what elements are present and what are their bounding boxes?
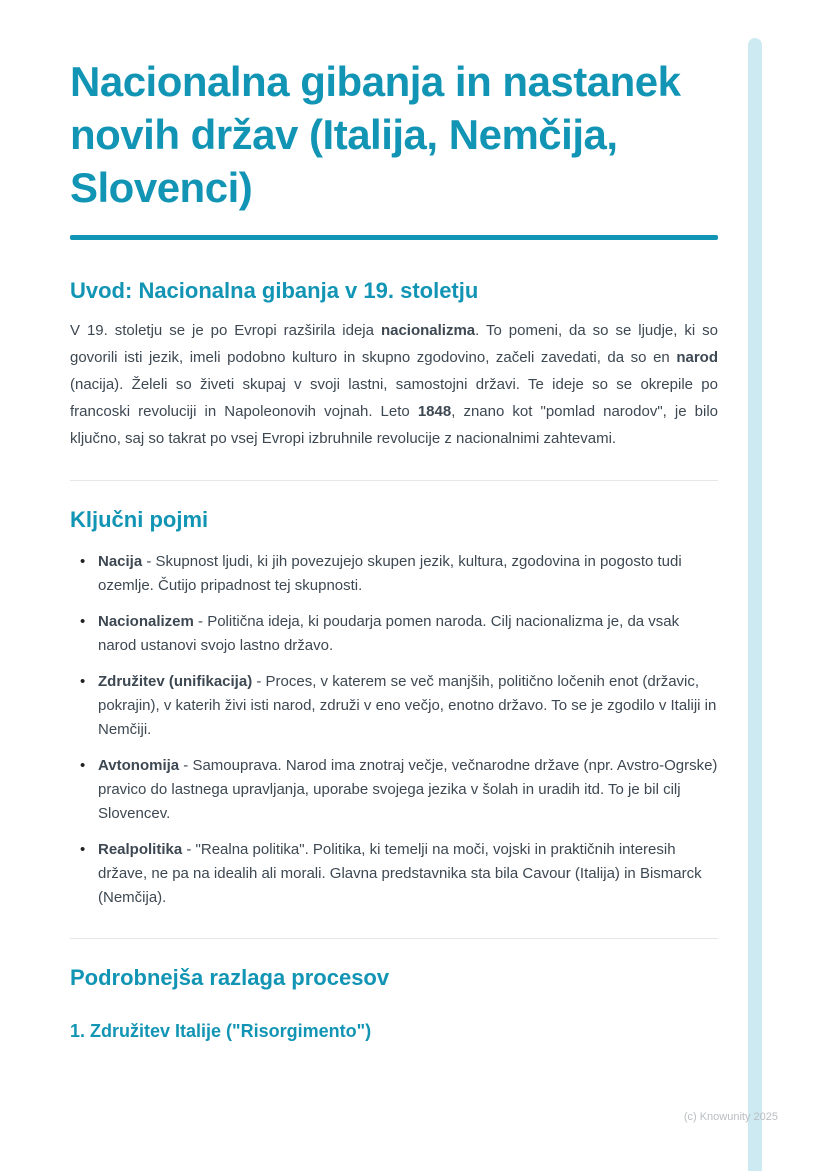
subsection-heading-zdruzitev-italije: 1. Združitev Italije ("Risorgimento") [70, 1020, 372, 1041]
list-item: • Združitev (unifikacija) - Proces, v katerem se več manjših, politično ločenih enot (državic, pokrajin), v katerih živi isti narod, združi v eno večjo, enotno državo. To se je zgodilo v Italiji in Nemčiji. [80, 670, 718, 742]
document-page [70, 0, 718, 1042]
section-divider [70, 480, 718, 481]
list-item: • Nacionalizem - Politična ideja, ki poudarja pomen naroda. Cilj nacionalizma je, da vsak narod ustanovi svojo lastno državo. [80, 610, 718, 658]
intro-paragraph: V 19. stoletju se je po Evropi razširila ideja nacionalizma. To pomeni, da so se ljudje, ki so govorili isti jezik, imeli podobno kulturo in skupno zgodovino, začeli zavedati, da so en narod (nacija). Želeli so živeti skupaj v svoji lastni, samostojni državi. Te ideje so se okrepile po francoski revoluciji in Napoleonovih vojnah. Leto 1848, znano kot "pomlad narodov", je bilo ključno, saj so takrat po vsej Evropi izbruhnile revolucije z nacionalnimi zahtevami. [70, 322, 718, 448]
section-heading-uvod: Uvod: Nacionalna gibanja v 19. stoletju [70, 277, 479, 303]
section-heading-kljucni-pojmi: Ključni pojmi [70, 507, 209, 533]
scrollbar[interactable] [748, 38, 762, 1171]
footer-credit: (c) Knowunity 2025 [683, 1111, 778, 1123]
list-item: • Avtonomija - Samouprava. Narod ima znotraj večje, večnarodne države (npr. Avstro-Ogrske) pravico do lastnega upravljanja, uporabe svojega jezika v šolah in uradih itd. To je bil cilj Slovencev. [80, 754, 718, 826]
title-divider [70, 235, 718, 240]
list-item: • Realpolitika - "Realna politika". Politika, ki temelji na moči, vojski in praktičnih interesih države, ne pa na idealih ali morali. Glavna predstavnika sta bila Cavour (Italija) in Bismarck (Nemčija). [80, 838, 718, 910]
key-terms-list [70, 550, 718, 910]
section-heading-podrobnejsa-razlaga: Podrobnejša razlaga procesov [70, 965, 390, 991]
page-title: Nacionalna gibanja in nastanek novih držav (Italija, Nemčija, Slovenci) [70, 58, 681, 211]
section-divider [70, 938, 718, 939]
list-item: • Nacija - Skupnost ljudi, ki jih povezujejo skupen jezik, kultura, zgodovina in pogosto tudi ozemlje. Čutijo pripadnost tej skupnosti. [80, 550, 718, 598]
